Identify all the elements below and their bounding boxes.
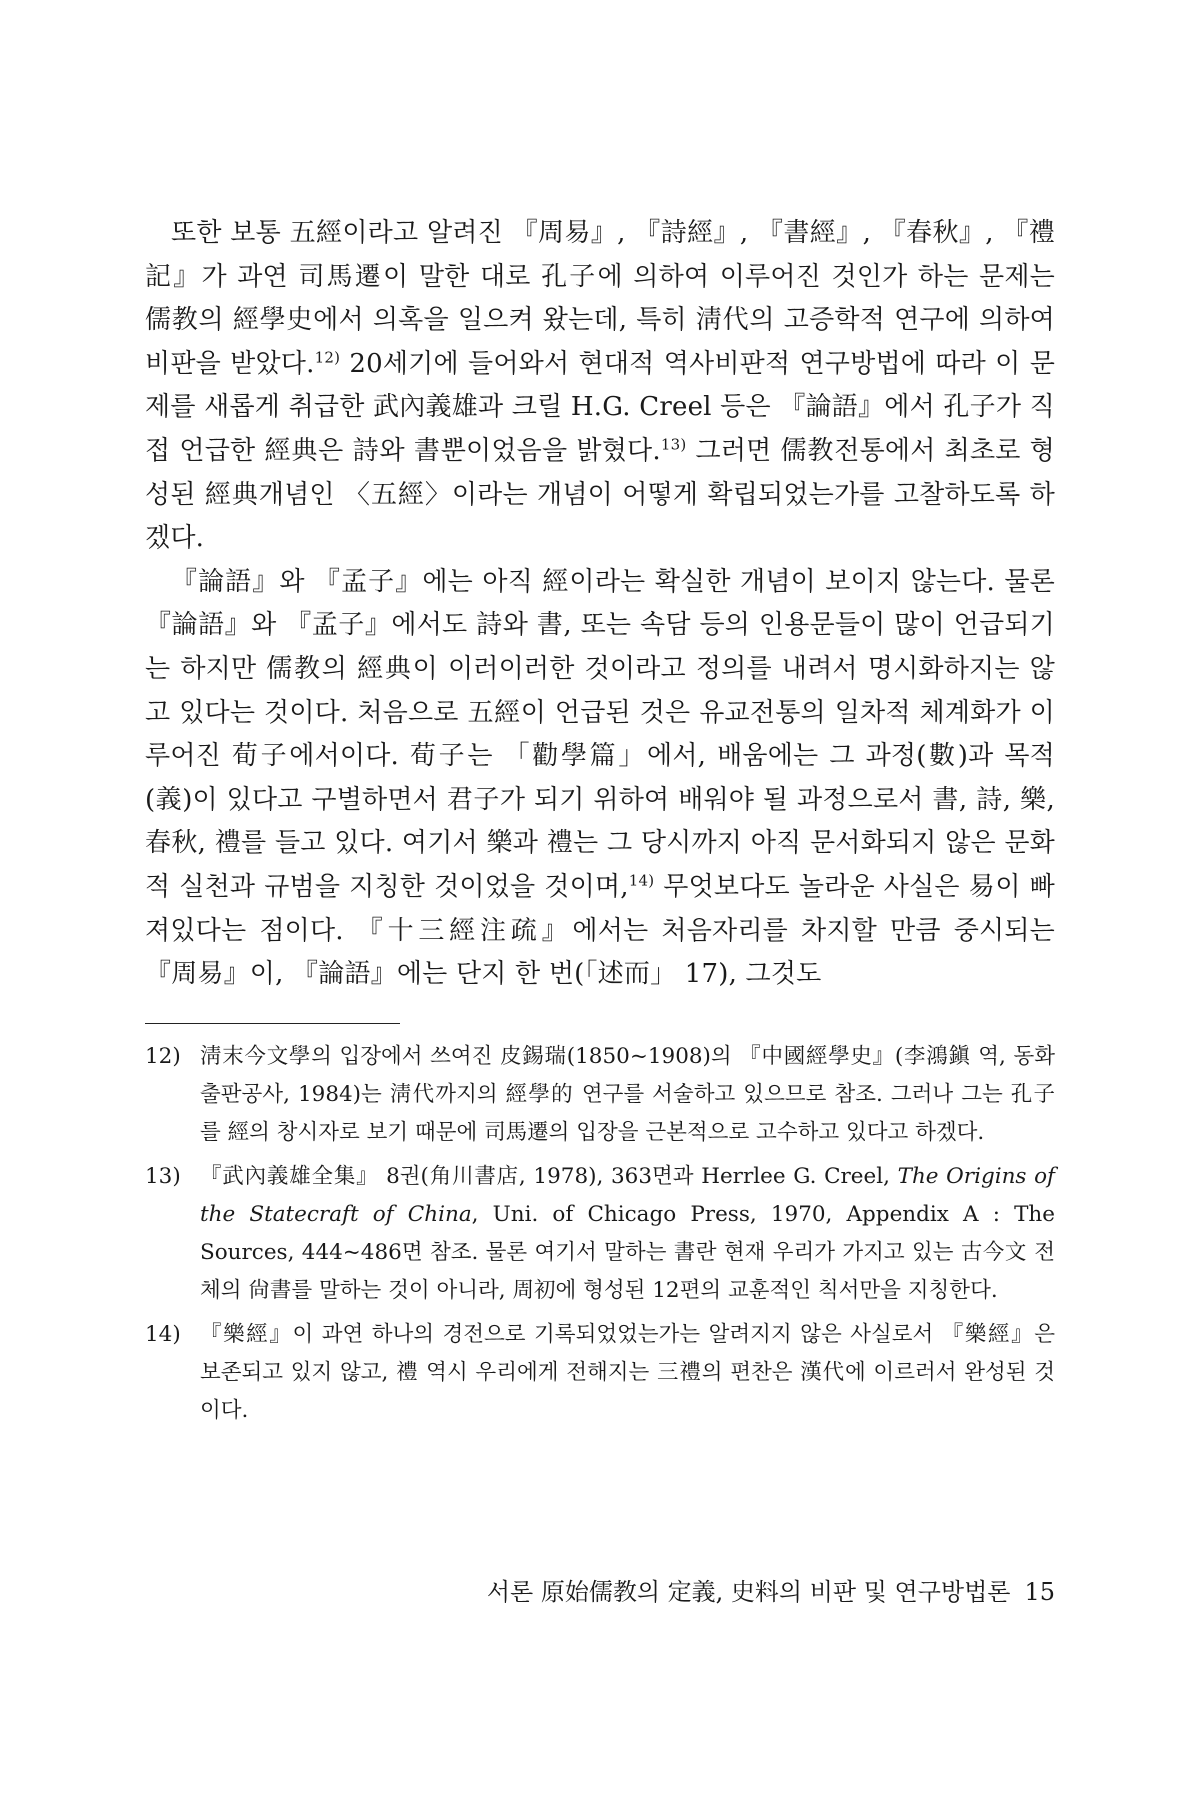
body-text-3: 그러면 儒教전통에서 최초로 형성된 經典개념인 〈五經〉이라는 개념이 어떻게 확립되었는가를 고찰하도록 하겠다. [145,435,1055,554]
book-page [145,212,1055,1772]
body-text-2: 20세기에 들어와서 현대적 역사비판적 연구방법에 따라 이 문제를 새롭게 취급한 武內義雄과 크릴 H.G. Creel 등은 『論語』에서 孔子가 직접 언급한 經典은 詩와 書뿐이었음을 밝혔다. [145,348,1056,466]
footnote-text: 淸末今文學의 입장에서 쓰여진 皮錫瑞(1850~1908)의 『中國經學史』(李鴻鎭 역, 동화출판공사, 1984)는 淸代까지의 經學的 연구를 서술하고 있으므로 참조. 그러나 그는 孔子를 經의 창시자로 보기 때문에 司馬遷의 입장을 근본적으로 고수하고 있다고 하겠다. [200,1043,1055,1145]
running-title: 서론 原始儒教의 定義, 史料의 비판 및 연구방법론 [486,1578,1011,1606]
footnote-14 [145,1316,1055,1430]
footnote-ref-13[interactable]: 13) [660,435,687,454]
footnote-text: 『樂經』이 과연 하나의 경전으로 기록되었었는가는 알려지지 않은 사실로서 『樂經』은 보존되고 있지 않고, 禮 역시 우리에게 전해지는 三禮의 편찬은 漢代에 이르러서 완성된 것이다. [200,1321,1055,1423]
footnote-ref-12[interactable]: 12) [314,348,341,367]
footnote-list [145,1038,1055,1430]
footnote-divider [145,1023,400,1024]
footnote-number: 12) [145,1043,181,1069]
footnote-book-title: The Origins of the Statecraft of China [200,1163,1055,1227]
body-paragraph-2 [145,561,1055,997]
body-paragraph-1 [145,212,1055,561]
footnote-text-before: 『武內義雄全集』 8권(角川書店, 1978), 363면과 Herrlee G. Creel, [200,1163,898,1189]
body-text-4: 『論語』와 『孟子』에는 아직 經이라는 확실한 개념이 보이지 않는다. 물론 『論語』와 『孟子』에서도 詩와 書, 또는 속담 등의 인용문들이 많이 언급되기는 하지만 儒教의 經典이 이러이러한 것이라고 정의를 내려서 명시화하지는 않고 있다는 것이다. 처음으로 五經이 언급된 것은 유교전통의 일차적 체계화가 이루어진 荀子에서이다. 荀子는 「勸學篇」에서, 배움에는 그 과정(數)과 목적(義)이 있다고 구별하면서 君子가 되기 위하여 배워야 될 과정으로서 書, 詩, 樂, 春秋, 禮를 들고 있다. 여기서 樂과 禮는 그 당시까지 아직 문서화되지 않은 문화적 실천과 규범을 지칭한 것이었을 것이며, [145,566,1055,902]
page-number: 15 [1024,1578,1055,1606]
body-text-1: 또한 보통 五經이라고 알려진 『周易』, 『詩經』, 『書經』, 『春秋』, 『禮記』가 과연 司馬遷이 말한 대로 孔子에 의하여 이루어진 것인가 하는 문제는 儒教의 經學史에서 의혹을 일으켜 왔는데, 특히 淸代의 고증학적 연구에 의하여 비판을 받았다. [145,218,1055,379]
footnote-text-after: , Uni. of Chicago Press, 1970, Appendix A : The Sources, 444~486면 참조. 물론 여기서 말하는 書란 현재 우리가 가지고 있는 古今文 전체의 尙書를 말하는 것이 아니라, 周初에 형성된 12편의 교훈적인 칙서만을 지칭한다. [200,1201,1055,1303]
footnote-ref-14[interactable]: 14) [628,871,655,890]
footnote-number: 14) [145,1321,181,1347]
body-text-5: 무엇보다도 놀라운 사실은 易이 빠져있다는 점이다. 『十三經注疏』에서는 처음자리를 차지할 만큼 중시되는 『周易』이, 『論語』에는 단지 한 번(「述而」 17), 그것도 [145,871,1055,990]
footnote-13 [145,1158,1055,1310]
running-footer [145,1572,1055,1612]
footnote-number: 13) [145,1163,181,1189]
footnote-12 [145,1038,1055,1152]
